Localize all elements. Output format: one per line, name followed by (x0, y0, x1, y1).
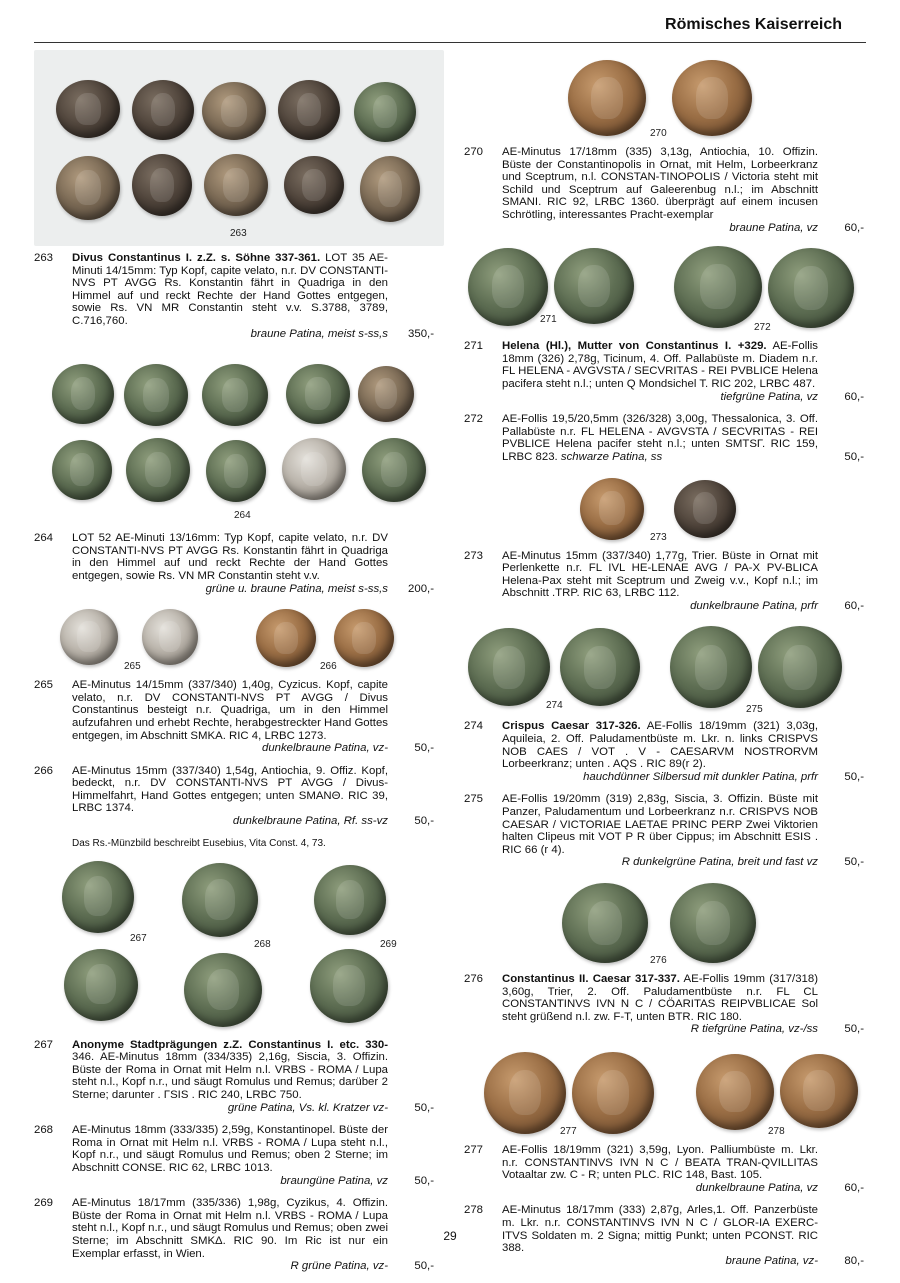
lot-body: AE-Follis 19,5/20,5mm (326/328) 3,00g, Thessalonica, 3. Off. Pallabüste n.r. FL HELENA - AVGVSTA / SECVRITAS - REI PVBLICE Helena pacifer steht n.l.; unten SMTSΓ. RIC 159, LRBC 823. (502, 413, 818, 463)
coin-image (132, 154, 192, 216)
lot-263 (34, 252, 434, 340)
coin-image (64, 949, 138, 1021)
coin-image (52, 364, 114, 424)
coin-image (672, 60, 752, 136)
lot-price: 60,- (844, 1181, 864, 1194)
coin-plate-267-269 (34, 857, 444, 1033)
coin-image (56, 156, 120, 220)
lot-patina: dunkelbraune Patina, Rf. ss-vz (232, 815, 388, 828)
coin-image (674, 246, 762, 328)
lot-price: 350,- (408, 327, 434, 340)
coin-image (314, 865, 386, 935)
plate-label: 272 (754, 322, 771, 334)
lot-price: 50,- (844, 1023, 864, 1036)
coin-image (202, 82, 266, 140)
plate-label: 271 (540, 314, 557, 326)
coin-plate-277-278 (464, 1046, 864, 1138)
coin-image (204, 154, 268, 216)
lot-description (502, 550, 818, 613)
lot-description (72, 1039, 388, 1115)
coin-plate-276 (464, 879, 864, 967)
lot-price: 50,- (844, 450, 864, 463)
coin-image (132, 80, 194, 140)
lot-number: 264 (34, 532, 54, 545)
plate-label: 268 (254, 938, 271, 950)
coin-image (52, 440, 112, 500)
lot-title: Anonyme Stadtprägungen z.Z. Constantinus I. etc. 330- (72, 1038, 388, 1051)
coin-image (580, 478, 644, 540)
lot-273 (464, 550, 864, 613)
coin-image (670, 883, 756, 963)
coin-plate-263 (34, 50, 444, 246)
lot-patina: dunkelbraune Patina, vz- (261, 742, 388, 755)
coin-image (60, 609, 118, 665)
coin-image (286, 364, 350, 424)
lot-price: 50,- (414, 815, 434, 828)
coin-image (780, 1054, 858, 1128)
lot-number: 275 (464, 793, 484, 806)
lot-price: 50,- (414, 1174, 434, 1187)
lot-274 (464, 720, 864, 783)
lot-description (502, 1144, 818, 1194)
lot-276 (464, 973, 864, 1036)
coin-image (468, 248, 548, 326)
lot-body: AE-Follis 18/19mm (321) 3,03g, Aquileia, 2. Off. Paludamentbüste m. Lkr. n. links CRISPVS NOB CAES / VOT . V - CAESARVM NOSTRORVM Lorbeerkranz; unten . AQS . RIC 89(r 2). (502, 720, 818, 771)
coin-image (354, 82, 416, 142)
lot-266 (34, 765, 434, 828)
coin-image (674, 480, 736, 538)
lot-patina: braune Patina, meist s-ss,s (250, 327, 388, 340)
lot-277 (464, 1144, 864, 1194)
lot-price: 50,- (844, 770, 864, 783)
coin-image (670, 626, 752, 708)
lot-patina: braune Patina, vz- (725, 1254, 818, 1267)
lot-description (502, 720, 818, 783)
lot-number: 269 (34, 1197, 54, 1210)
plate-label: 266 (320, 661, 337, 673)
lot-number: 278 (464, 1204, 484, 1217)
lot-number: 272 (464, 413, 484, 426)
lot-patina: R dunkelgrüne Patina, breit und fast vz (621, 856, 818, 869)
coin-image (206, 440, 266, 502)
left-column (34, 50, 434, 1283)
lot-description (72, 679, 388, 755)
lot-number: 266 (34, 764, 54, 777)
coin-image (182, 863, 258, 937)
coin-image (768, 248, 854, 328)
plate-label: 277 (560, 1125, 577, 1137)
lot-price: 60,- (844, 221, 864, 234)
coin-image (468, 628, 550, 706)
page-header-title: Römisches Kaiserreich (665, 16, 842, 33)
lot-number: 270 (464, 146, 484, 158)
coin-image (362, 438, 426, 502)
lot-price: 60,- (844, 599, 864, 612)
lot-description (502, 146, 818, 234)
lot-number: 273 (464, 549, 484, 562)
lot-275 (464, 793, 864, 869)
coin-image (278, 80, 340, 140)
coin-image (696, 1054, 774, 1130)
lot-number: 276 (464, 973, 484, 985)
lot-body: AE-Minutus 18/17mm (335/336) 1,98g, Cyzikus, 4. Offizin. Büste der Roma in Ornat mit Helm n.l. VRBS - ROMA / Lupa steht n.l., Kopf n.r., und säugt Romulus und Remus; oben zwei Sterne; im Abschnitt SMKΔ. RIC 90. Im Ric ist nur ein Exemplar erfasst, in Wien. (72, 1197, 388, 1260)
lot-number: 274 (464, 720, 484, 733)
lot-description (72, 532, 388, 595)
coin-image (334, 609, 394, 667)
coin-image (126, 438, 190, 502)
lot-body: LOT 35 AE-Minuti 14/15mm: Typ Kopf, capite velato, n.r. DV CONSTANTI-NVS PT AVGG Rs. Konstantin fährt in Quadriga in den Himmel auf und reckt Rechte der Hand Gottes entgegen, sowie Rs. VN MR Constantin steht v.v. S.3788, 3789, C.716,760. (72, 252, 388, 327)
lot-patina: dunkelbraune Patina, prfr (690, 599, 818, 612)
lot-price: 60,- (844, 390, 864, 403)
lot-price: 50,- (414, 1260, 434, 1273)
lot-patina: R tiefgrüne Patina, vz-/ss (690, 1023, 818, 1036)
lot-body: AE-Minutus 18/17mm (333) 2,87g, Arles,1. Off. Panzerbüste m. Lkr. n.r. CONSTANTINVS IVN N C / GLOR-IA EXERC-ITVS Soldaten m. 2 Signa; mittig Punkt; unten PCONST. RIC 388. (502, 1204, 818, 1255)
lot-number: 263 (34, 252, 54, 264)
lot-patina: schwarze Patina, ss (560, 450, 663, 463)
lot-title: Crispus Caesar 317-326. (502, 720, 641, 733)
lot-price: 200,- (408, 582, 434, 595)
coin-image (758, 626, 842, 708)
coin-image (256, 609, 316, 667)
coin-image (282, 438, 346, 500)
lot-description (502, 340, 818, 403)
lot-number: 271 (464, 340, 484, 353)
lot-264 (34, 532, 434, 595)
lot-patina: braungüne Patina, vz (280, 1174, 388, 1187)
lot-title: Helena (Hl.), Mutter von Constantinus I. +329. (502, 340, 767, 353)
plate-label: 275 (746, 704, 763, 716)
coin-plate-270 (464, 50, 864, 140)
plate-label: 267 (130, 932, 147, 944)
lot-price: 80,- (844, 1254, 864, 1267)
coin-image (484, 1052, 566, 1134)
coin-plate-271-272 (464, 244, 864, 334)
lot-body: AE-Minutus 17/18mm (335) 3,13g, Antiochia, 10. Offizin. Büste der Constantinopolis in Ornat, mit Helm, Lorbeerkranz und Sceptrum, n.l. CONSTAN-TINOPOLIS / Victoria steht mit Schild und Sceptrum auf Galeerenbug n.l.; im Abschnitt SMANI. RIC 92, LRBC 1360. überprägt auf einem incusen Schrötling, interessantes Pracht-exemplar (502, 146, 818, 221)
coin-plate-274-275 (464, 622, 864, 714)
lot-body: AE-Minutus 18mm (333/335) 2,59g, Konstantinopel. Büste der Roma in Ornat mit Helm n.l. VRBS - ROMA / Lupa steht n.l., Kopf n.r., und säugt Romulus und Remus; oben 2 Sterne; im Abschnitt CONSE. RIC 62, LRBC 1013. (72, 1124, 388, 1174)
lot-price: 50,- (414, 1101, 434, 1114)
lot-description (502, 973, 818, 1036)
lot-patina: tiefgrüne Patina, vz (720, 390, 818, 403)
coin-image (184, 953, 262, 1027)
lot-270 (464, 146, 864, 234)
coin-plate-264 (34, 350, 444, 526)
lot-description (72, 252, 388, 340)
coin-image (358, 366, 414, 422)
lot-description (72, 1124, 388, 1187)
lot-title: Divus Constantinus I. z.Z. s. Söhne 337-361. (72, 252, 321, 264)
lot-patina: braune Patina, vz (729, 221, 818, 234)
coin-image (572, 1052, 654, 1134)
lot-268 (34, 1124, 434, 1187)
lot-number: 267 (34, 1038, 54, 1051)
plate-label: 274 (546, 700, 563, 712)
lot-description (72, 765, 388, 828)
coin-image (202, 364, 268, 426)
lot-price: 50,- (844, 856, 864, 869)
plate-label: 269 (380, 938, 397, 950)
plate-label: 270 (650, 128, 667, 139)
plate-label: 265 (124, 661, 141, 673)
lot-body: AE-Follis 18/19mm (321) 3,59g, Lyon. Palliumbüste m. Lkr. n.r. CONSTANTINVS IVN N C / BEATA TRAN-QVILLITAS Votaaltar zw. C - R; unten PLC. RIC 148, Bast. 105. (502, 1143, 818, 1182)
lot-body: 346. AE-Minutus 18mm (334/335) 2,16g, Siscia, 3. Offizin. Büste der Roma in Ornat mit Helm n.l. VRBS - ROMA / Lupa steht n.l., Kopf n.r., und säugt Romulus und Remus; darüber 2 Sterne; darunter . ΓSIS . RIC 240, LRBC 750. (72, 1051, 388, 1102)
lot-number: 268 (34, 1124, 54, 1137)
lot-body: AE-Follis 18mm (326) 2,78g, Ticinum, 4. Off. Pallabüste m. Diadem n.r. FL HELENA - AVGVSTA / SECVRITAS - REI PVBLICE Helena pacifera steht n.l.; unten Q Mondsichel T. RIC 202, LRBC 487. (502, 340, 819, 390)
coin-image (360, 156, 420, 222)
coin-image (568, 60, 646, 136)
coin-image (554, 248, 634, 324)
lot-description (502, 413, 818, 463)
lot-body: AE-Minutus 14/15mm (337/340) 1,40g, Cyzicus. Kopf, capite velato, n.r. DV CONSTANTI-NVS PT AVGG / Divus Constantinus besteigt n.r. Quadriga, um in den Himmel aufzufahren und erhebt Rechte, herabgestreckter Hand Gottes entgegen, im Abschnitt SMKA. RIC 4, LRBC 1273. (72, 679, 388, 742)
right-column (464, 50, 864, 1277)
lot-patina: grüne Patina, Vs. kl. Kratzer vz- (227, 1101, 388, 1114)
lot-267 (34, 1039, 434, 1115)
lot-body: AE-Follis 19mm (317/318) 3,60g, Trier, 2. Off. Paludamentbüste n.r. FL CL CONSTANTINVS IVN N C / CÖARITAS REIPVBLICAE Sol steht grüßend n.l. zw. F-T, unten BTR. RIC 180. (502, 973, 818, 1023)
coin-plate-265-266 (34, 605, 444, 673)
lot-number: 277 (464, 1143, 484, 1156)
coin-image (62, 861, 134, 933)
lot-number: 265 (34, 679, 54, 692)
coin-image (124, 364, 188, 426)
plate-label: 264 (234, 510, 251, 522)
lot-patina: R grüne Patina, vz- (290, 1260, 388, 1273)
lot-body: AE-Follis 19/20mm (319) 2,83g, Siscia, 3. Offizin. Büste mit Panzer, Paludamentum und Lorbeerkranz n.r. CRISPVS NOB CAESAR / VICTORIAE LAETAE PRINC PERP Zwei Viktorien halten Clipeus mit VOT P R über Cippus; im Abschnitt ESIS . RIC 66 (r 4). (502, 793, 818, 856)
page-number: 29 (443, 1229, 457, 1243)
coin-image (56, 80, 120, 138)
plate-label: 263 (230, 228, 247, 239)
lot-body: AE-Minutus 15mm (337/340) 1,54g, Antiochia, 9. Offiz. Kopf, bedeckt, n.r. DV CONSTANTI-NVS PT AVGG / Divus-Himmelfahrt, Hand Gottes entgegen; unten SMANΘ. RIC 39, LRBC 1374. (72, 764, 388, 815)
lot-title: Constantinus II. Caesar 317-337. (502, 973, 680, 985)
lot-patina: dunkelbraune Patina, vz (695, 1181, 818, 1194)
lot-patina: hauchdünner Silbersud mit dunkler Patina, prfr (583, 770, 818, 783)
lot-price: 50,- (414, 742, 434, 755)
lot-272 (464, 413, 864, 463)
lot-body: AE-Minutus 15mm (337/340) 1,77g, Trier. Büste in Ornat mit Perlenkette n.r. FL IVL HE-LENAE AVG / PA-X PV-BLICA Helena-Pax steht mit Sceptrum und Zweig v.v., Kopf n.l.; im Abschnitt .TRP. RIC 63, LRBC 112. (502, 549, 818, 600)
lot-patina: grüne u. braune Patina, meist s-ss,s (205, 582, 388, 595)
plate-label: 278 (768, 1125, 785, 1137)
coin-image (560, 628, 640, 706)
coin-image (562, 883, 648, 963)
coin-image (310, 949, 388, 1023)
plate-label: 276 (650, 955, 667, 966)
coin-image (284, 156, 344, 214)
coin-plate-273 (464, 474, 864, 544)
lot-description (502, 793, 818, 869)
header-rule (34, 42, 866, 43)
lot-265 (34, 679, 434, 755)
coin-image (142, 609, 198, 665)
footnote: Das Rs.-Münzbild beschreibt Eusebius, Vita Const. 4, 73. (72, 837, 326, 849)
plate-label: 273 (650, 531, 667, 543)
lot-body: LOT 52 AE-Minuti 13/16mm: Typ Kopf, capite velato, n.r. DV CONSTANTI-NVS PT AVGG Rs. Konstantin fährt in Quadriga in den Himmel auf und reckt Rechte der Hand Gottes entgegen, sowie Rs. VN MR Constantin steht v.v. (72, 532, 388, 582)
lot-271 (464, 340, 864, 403)
